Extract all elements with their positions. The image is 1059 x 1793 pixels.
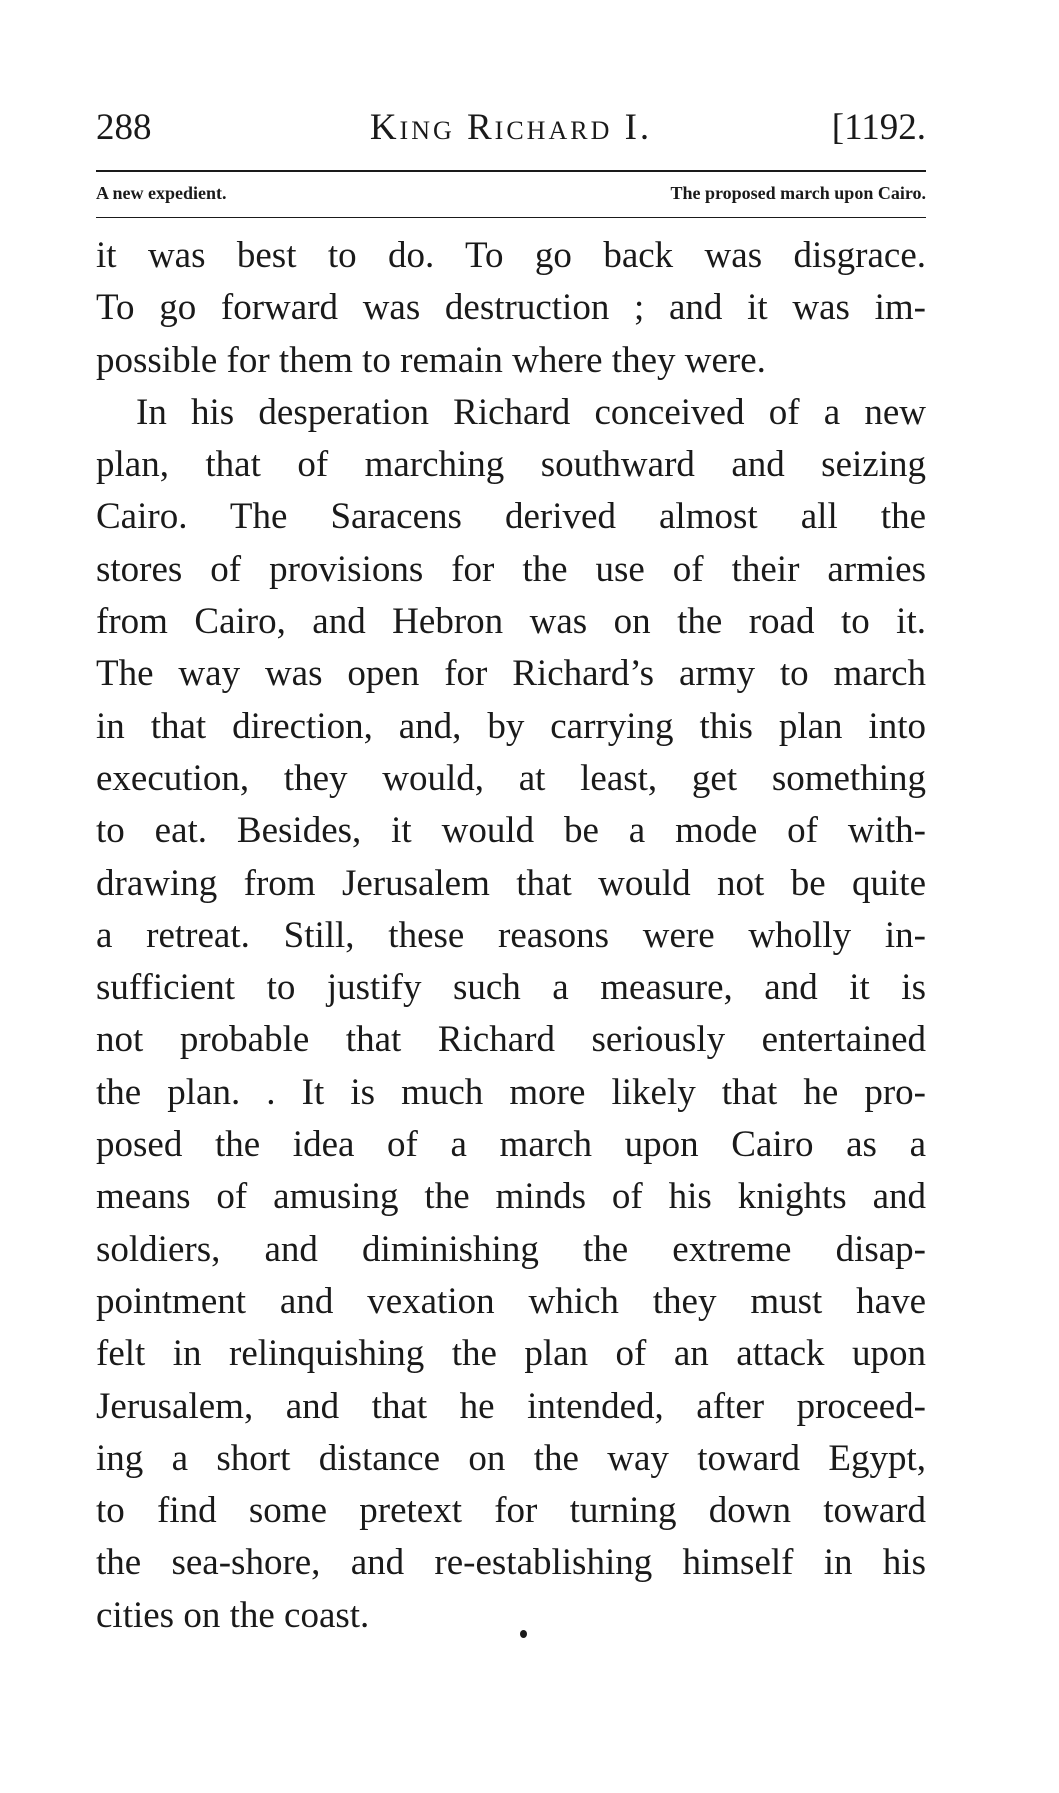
text-line: To go forward was destruction ; and it was im-	[96, 287, 926, 329]
running-head	[96, 100, 926, 156]
text-line: the plan. . It is much more likely that he pro-	[96, 1071, 926, 1113]
text-line: a retreat. Still, these reasons were wholly in-	[96, 914, 926, 956]
text-line: posed the idea of a march upon Cairo as a	[96, 1124, 926, 1166]
book-title: King Richard I.	[369, 107, 653, 148]
text-line: the sea-shore, and re-establishing himself in his	[96, 1542, 926, 1584]
text-line: ing a short distance on the way toward Egypt,	[96, 1437, 926, 1479]
body-text	[96, 230, 926, 1642]
page-number: 288	[96, 107, 152, 148]
header-rule-bottom	[96, 217, 926, 218]
side-heading-right: The proposed march upon Cairo.	[670, 183, 926, 203]
text-line: Cairo. The Saracens derived almost all the	[96, 496, 926, 538]
print-speck	[520, 1630, 527, 1638]
header-rule-top	[96, 170, 926, 172]
text-line: to eat. Besides, it would be a mode of with-	[96, 810, 926, 852]
text-line: stores of provisions for the use of their armies	[96, 548, 926, 590]
side-heading-left: A new expedient.	[96, 183, 227, 203]
text-line: sufficient to justify such a measure, and it is	[96, 967, 926, 1009]
text-line: Jerusalem, and that he intended, after proceed-	[96, 1385, 926, 1427]
text-line: means of amusing the minds of his knights and	[96, 1176, 926, 1218]
text-line: from Cairo, and Hebron was on the road to it.	[96, 601, 926, 643]
text-line: plan, that of marching southward and seizing	[96, 444, 926, 486]
year-marker: [1192.	[831, 107, 926, 148]
text-line: execution, they would, at least, get something	[96, 757, 926, 799]
text-line: possible for them to remain where they were.	[96, 339, 766, 381]
text-line: felt in relinquishing the plan of an attack upon	[96, 1333, 926, 1375]
text-line: to find some pretext for turning down toward	[96, 1490, 926, 1532]
text-line: it was best to do. To go back was disgrace.	[96, 235, 926, 276]
text-line: The way was open for Richard’s army to march	[96, 653, 926, 695]
text-line: drawing from Jerusalem that would not be quite	[96, 862, 926, 904]
text-line: in that direction, and, by carrying this plan into	[96, 705, 926, 747]
side-headings	[96, 176, 926, 210]
text-line: cities on the coast.	[96, 1594, 370, 1636]
text-line: soldiers, and diminishing the extreme disap-	[96, 1228, 926, 1270]
text-line: not probable that Richard seriously entertained	[96, 1019, 926, 1061]
text-line: In his desperation Richard conceived of a new	[136, 391, 926, 433]
text-line: pointment and vexation which they must have	[96, 1280, 926, 1322]
